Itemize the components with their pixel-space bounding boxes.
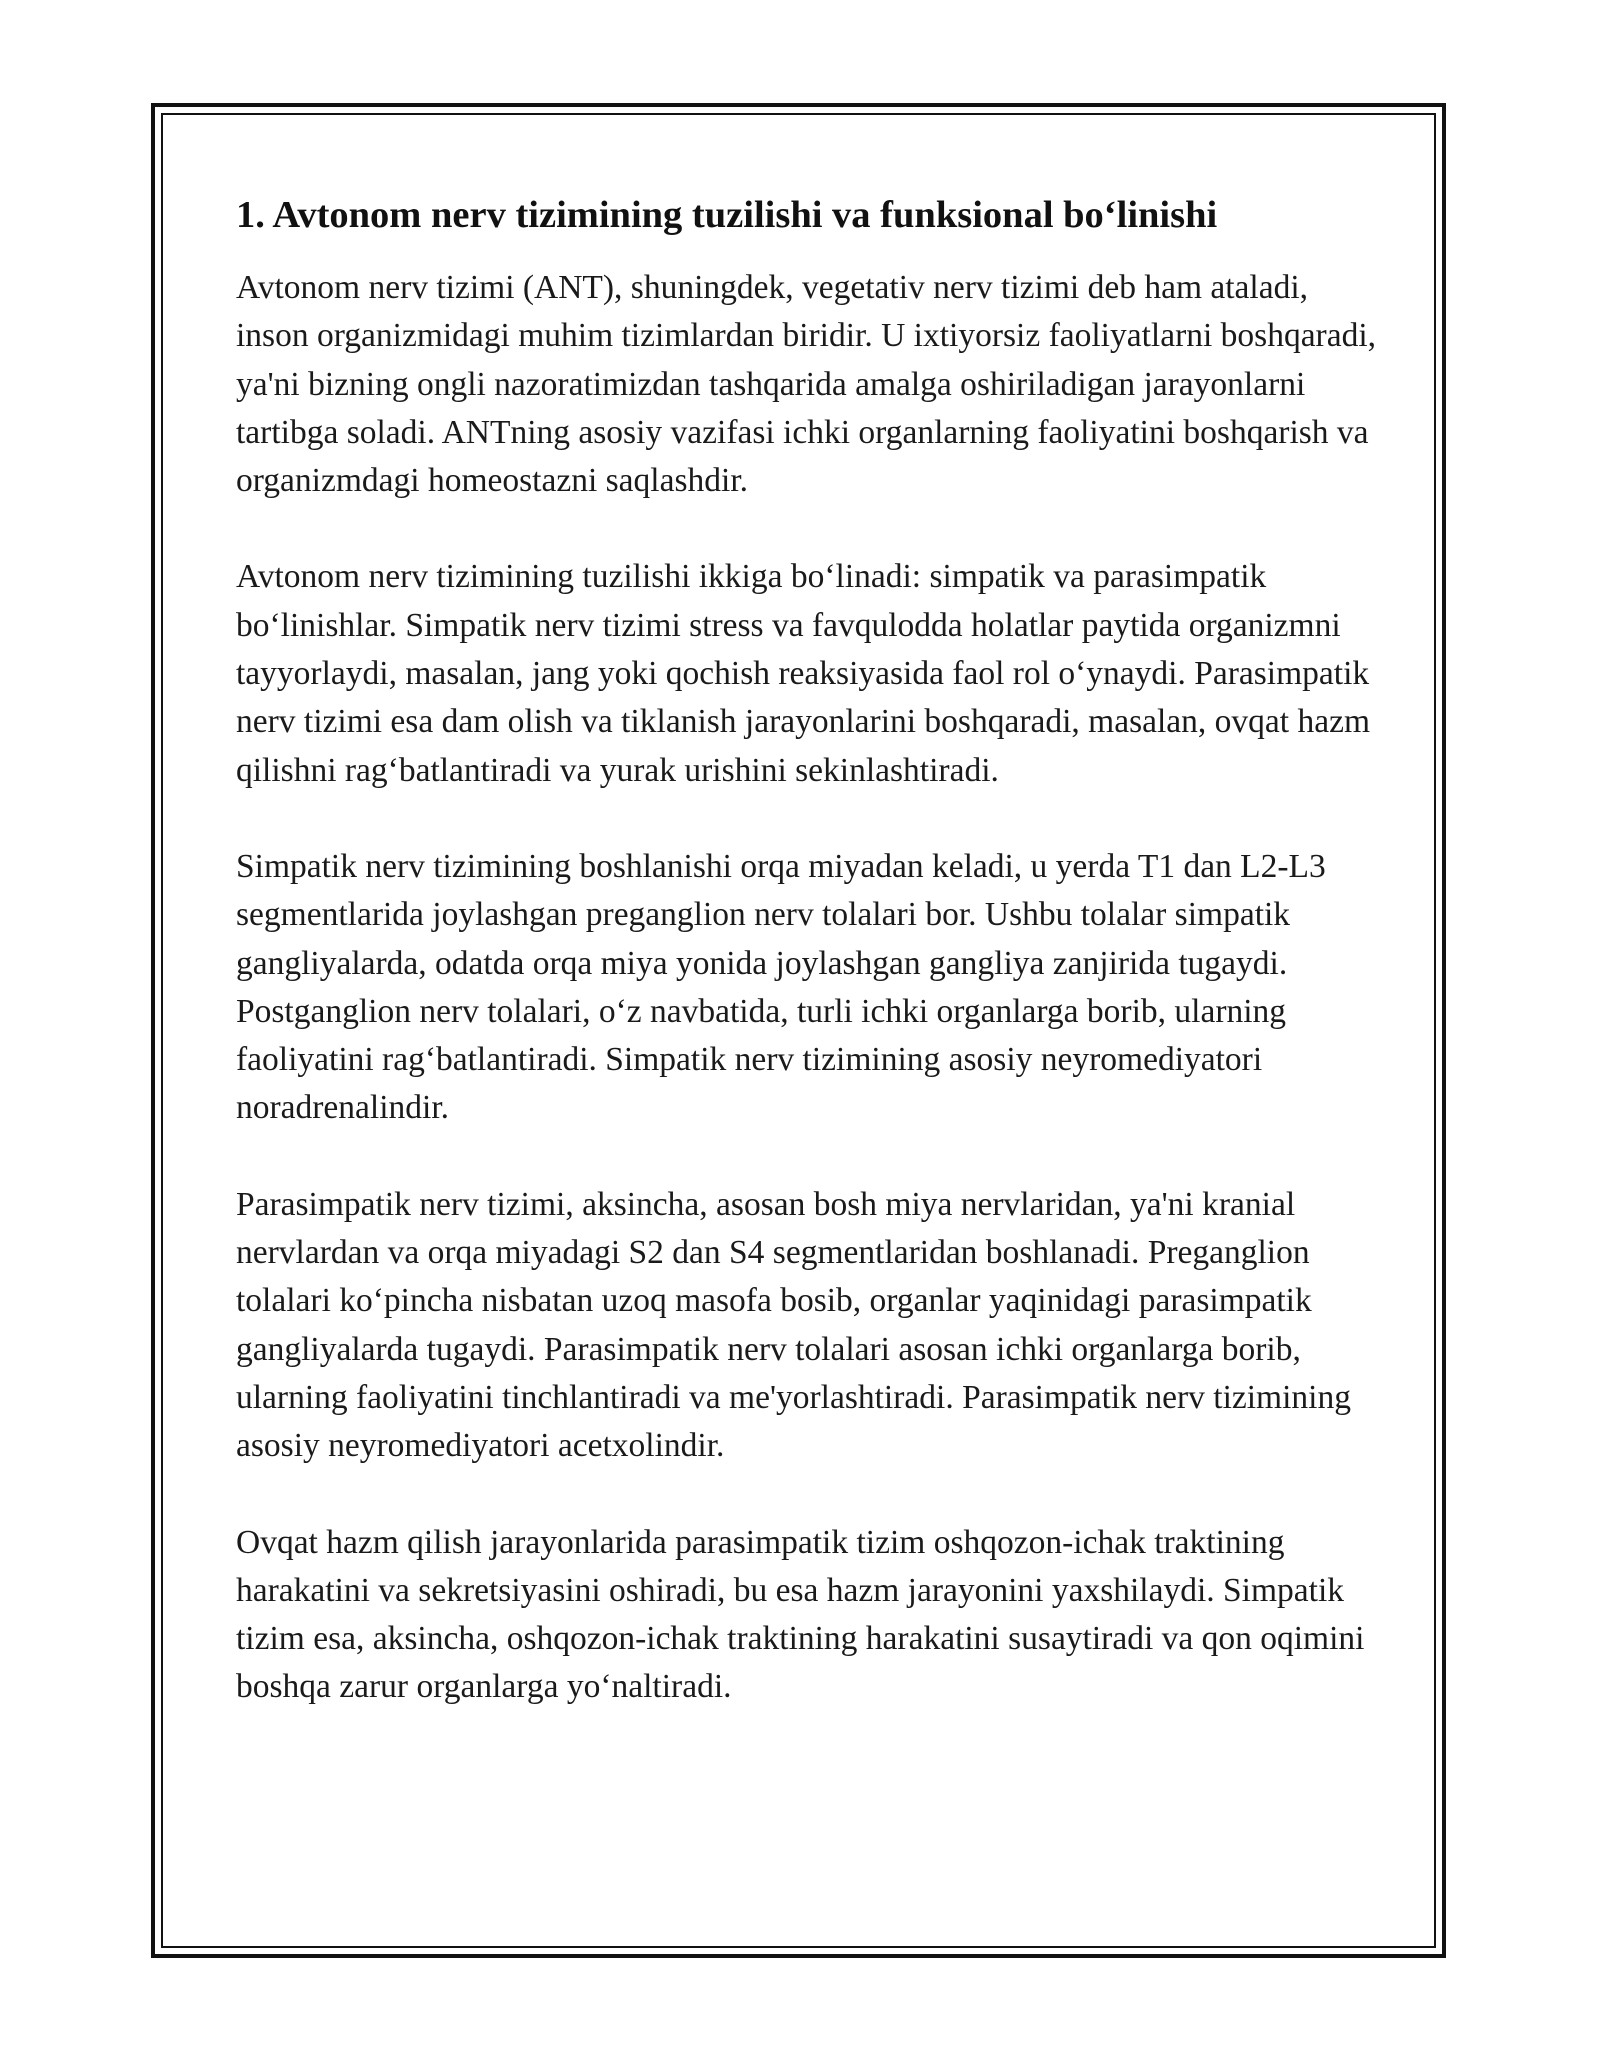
paragraph-1: Avtonom nerv tizimi (ANT), shuningdek, vegetativ nerv tizimi deb ham ataladi, inson organizmidagi muhim tizimlardan biridir. U ixtiyorsiz faoliyatlarni boshqaradi, ya'ni bizning ongli nazoratimizdan tashqarida amalga oshiriladigan jarayonlarni tartibga soladi. ANTning asosiy vazifasi ichki organlarning faoliyatini boshqarish va organizmdagi homeostazni saqlashdir.: [236, 269, 1377, 500]
document-body: [236, 190, 1376, 1712]
paragraph-3: Simpatik nerv tizimining boshlanishi orqa miyadan keladi, u yerda T1 dan L2-L3 segmentlarida joylashgan preganglion nerv tolalari bor. Ushbu tolalar simpatik gangliyalarda, odatda orqa miya yonida joylashgan gangliya zanjirida tugaydi. Postganglion nerv tolalari, o‘z navbatida, turli ichki organlarga borib, ularning faoliyatini rag‘batlantiradi. Simpatik nerv tizimining asosiy neyromediyatori noradrenalindir.: [236, 847, 1326, 1127]
paragraph-5: Ovqat hazm qilish jarayonlarida parasimpatik tizim oshqozon-ichak traktining harakatini va sekretsiyasini oshiradi, bu esa hazm jarayonini yaxshilaydi. Simpatik tizim esa, aksincha, oshqozon-ichak traktining harakatini susaytiradi va qon oqimini boshqa zarur organlarga yo‘naltiradi.: [236, 1523, 1365, 1706]
section-heading: 1. Avtonom nerv tizimining tuzilishi va funksional bo‘linishi: [236, 194, 1218, 236]
paragraph-2: Avtonom nerv tizimining tuzilishi ikkiga bo‘linadi: simpatik va parasimpatik bo‘linishlar. Simpatik nerv tizimi stress va favqulodda holatlar paytida organizmni tayyorlaydi, masalan, jang yoki qochish reaksiyasida faol rol o‘ynaydi. Parasimpatik nerv tizimi esa dam olish va tiklanish jarayonlarini boshqaradi, masalan, ovqat hazm qilishni rag‘batlantiradi va yurak urishini sekinlashtiradi.: [236, 558, 1371, 789]
paragraph-4: Parasimpatik nerv tizimi, aksincha, asosan bosh miya nervlaridan, ya'ni kranial nervlardan va orqa miyadagi S2 dan S4 segmentlaridan boshlanadi. Preganglion tolalari ko‘pincha nisbatan uzoq masofa bosib, organlar yaqinidagi parasimpatik gangliyalarda tugaydi. Parasimpatik nerv tolalari asosan ichki organlarga borib, ularning faoliyatini tinchlantiradi va me'yorlashtiradi. Parasimpatik nerv tizimining asosiy neyromediyatori acetxolindir.: [236, 1185, 1351, 1465]
